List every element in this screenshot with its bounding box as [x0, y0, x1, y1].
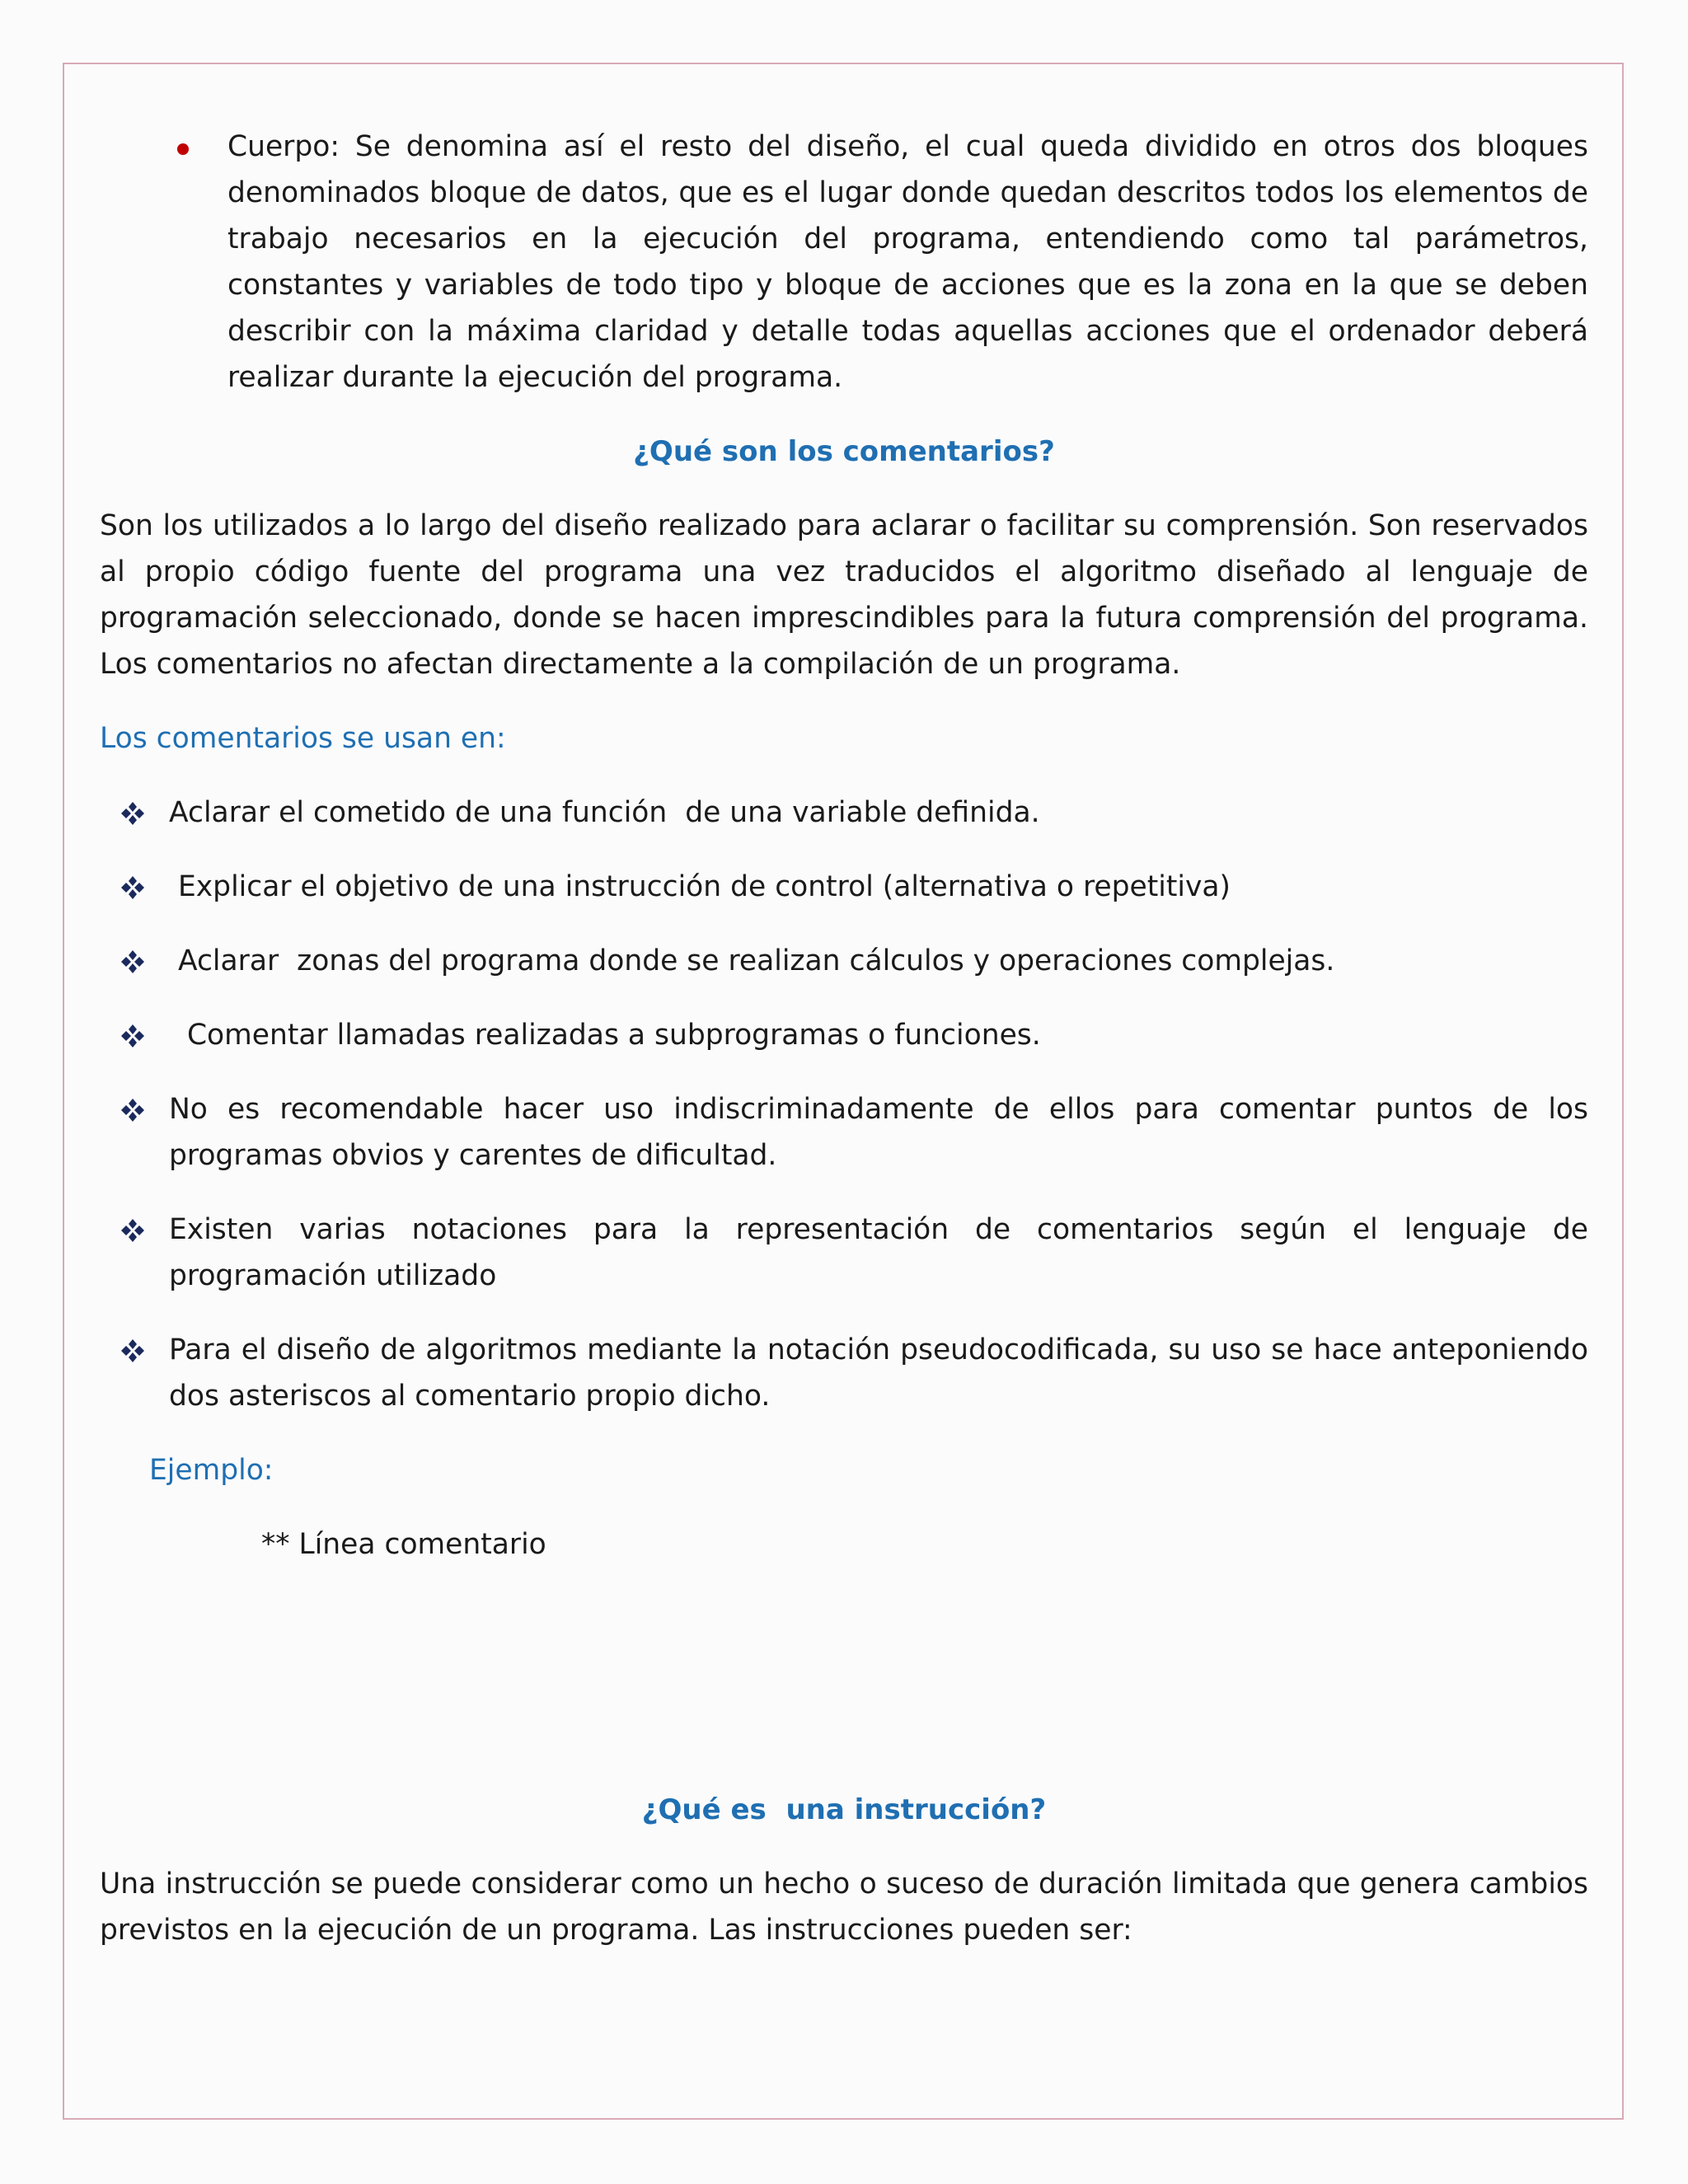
cuerpo-bullet: [100, 124, 1588, 401]
four-diamond-bullet-icon: [120, 949, 145, 974]
document-body: [100, 124, 1588, 1953]
four-diamond-bullet-icon: [120, 875, 145, 900]
red-dot-bullet-icon: [177, 143, 189, 155]
list-item-text: Aclarar el cometido de una función de una variable definida.: [169, 796, 1040, 829]
list-item: [100, 938, 1588, 984]
list-item: [100, 1086, 1588, 1179]
four-diamond-bullet-icon: [120, 801, 145, 826]
list-item: [100, 1207, 1588, 1299]
example-label: Ejemplo:: [149, 1454, 274, 1487]
uses-label: Los comentarios se usan en:: [100, 722, 506, 755]
comentarios-paragraph: Son los utilizados a lo largo del diseño realizado para aclarar o facilitar su comprensión. Son reservados al propio código fuente del programa una vez traducidos el algoritmo diseñado al lenguaje de programación seleccionado, donde se hacen imprescindibles para la futura comprensión del programa. Los comentarios no afectan directamente a la compilación de un programa.: [100, 509, 1588, 681]
instruccion-paragraph: Una instrucción se puede considerar como un hecho o suceso de duración limitada que genera cambios previstos en la ejecución de un programa. Las instrucciones pueden ser:: [100, 1868, 1588, 1947]
list-item-text: Para el diseño de algoritmos mediante la notación pseudocodificada, su uso se hace anteponiendo dos asteriscos al comentario propio dicho.: [169, 1333, 1588, 1413]
four-diamond-bullet-icon: [120, 1338, 145, 1363]
list-item-text: Comentar llamadas realizadas a subprogramas o funciones.: [169, 1019, 1041, 1052]
four-diamond-bullet-icon: [120, 1218, 145, 1243]
list-item-text: No es recomendable hacer uso indiscriminadamente de ellos para comentar puntos de los programas obvios y carentes de dificultad.: [169, 1093, 1588, 1172]
comentarios-heading: ¿Qué son los comentarios?: [633, 435, 1055, 468]
example-comment-line: ** Línea comentario: [261, 1528, 546, 1561]
list-item: [100, 1327, 1588, 1419]
cuerpo-text: Cuerpo: Se denomina así el resto del diseño, el cual queda dividido en otros dos bloques denominados bloque de datos, que es el lugar donde quedan descritos todos los elementos de trabajo necesarios en la ejecución del programa, entendiendo como tal parámetros, constantes y variables de todo tipo y bloque de acciones que es la zona en la que se deben describir con la máxima claridad y detalle todas aquellas acciones que el ordenador deberá realizar durante la ejecución del programa.: [227, 130, 1588, 394]
list-item-text: Aclarar zonas del programa donde se realizan cálculos y operaciones complejas.: [169, 944, 1335, 977]
list-item: [100, 864, 1588, 910]
list-item: [100, 1012, 1588, 1058]
list-item-text: Existen varias notaciones para la representación de comentarios según el lenguaje de programación utilizado: [169, 1213, 1588, 1292]
four-diamond-bullet-icon: [120, 1098, 145, 1122]
instruccion-heading: ¿Qué es una instrucción?: [641, 1793, 1047, 1826]
list-item: [100, 790, 1588, 836]
list-item-text: Explicar el objetivo de una instrucción de control (alternativa o repetitiva): [169, 870, 1231, 903]
four-diamond-bullet-icon: [120, 1024, 145, 1048]
